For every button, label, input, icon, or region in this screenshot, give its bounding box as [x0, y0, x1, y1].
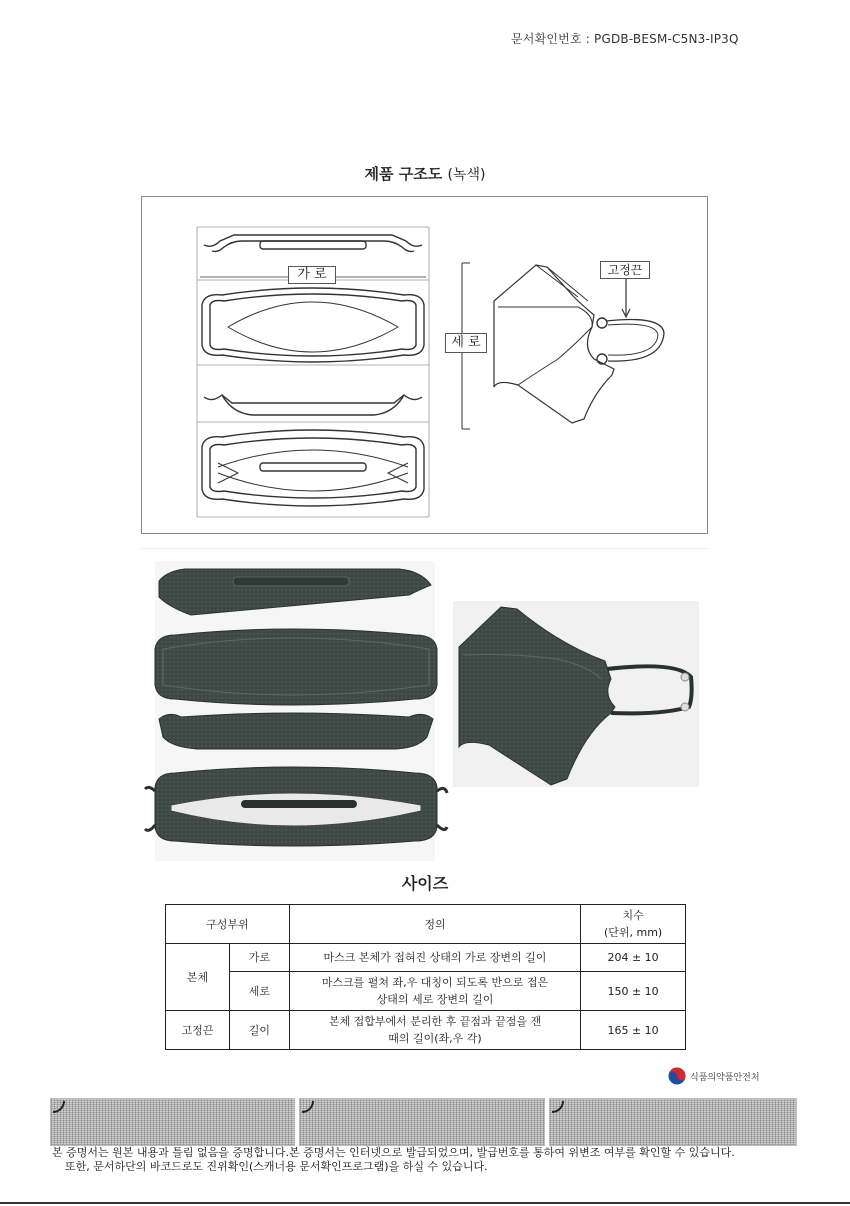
agency-logo	[668, 1067, 760, 1085]
footer-line-2: 또한, 문서하단의 바코드로도 진위확인(스캐너용 문서확인프로그램)을 하실 수 있습니다.	[65, 1160, 488, 1173]
definition-line: 상태의 세로 장변의 길이	[376, 993, 494, 1007]
agency-name: 식품의약품안전처	[690, 1072, 760, 1083]
row-value: 165 ± 10	[581, 1011, 686, 1050]
table-header-row	[166, 905, 686, 944]
header-size	[581, 905, 686, 944]
product-photos	[141, 548, 708, 860]
row-item: 길이	[229, 1011, 289, 1050]
photo-drawing	[141, 549, 708, 861]
table-row	[166, 944, 686, 972]
row-definition: 마스크 본체가 접혀진 상태의 가로 장변의 길이	[289, 944, 580, 972]
row-value: 204 ± 10	[581, 944, 686, 972]
table-row	[166, 1011, 686, 1050]
header-size-unit: (단위, mm)	[603, 926, 663, 940]
taegeuk-icon	[668, 1067, 686, 1085]
title-sub: (녹색)	[447, 167, 486, 183]
definition-line: 마스크를 펼쳐 좌,우 대칭이 되도록 반으로 접은	[321, 976, 549, 990]
verification-barcode-2	[299, 1098, 545, 1146]
header-size-label: 치수	[622, 909, 644, 922]
size-table	[165, 904, 686, 1050]
row-value: 150 ± 10	[581, 972, 686, 1011]
header-definition: 정의	[289, 905, 580, 944]
definition-line: 때의 길이(좌,우 각)	[388, 1032, 482, 1046]
row-group-strap: 고정끈	[166, 1011, 230, 1050]
verification-barcode-3	[549, 1098, 797, 1146]
bottom-divider	[0, 1202, 850, 1204]
footer-line-1: 본 증명서는 원본 내용과 틀림 없음을 증명합니다.본 증명서는 인터넷으로 발급되었으며, 발급번호를 통하여 위변조 여부를 확인할 수 있습니다.	[52, 1146, 735, 1159]
width-label: 가 로	[288, 266, 336, 284]
table-row	[166, 972, 686, 1011]
document-number: 문서확인번호 : PGDB-BESM-C5N3-IP3Q	[511, 32, 739, 46]
title-main: 제품 구조도	[364, 165, 443, 183]
header-part: 구성부위	[166, 905, 290, 944]
row-item: 세로	[229, 972, 289, 1011]
page-title	[0, 163, 850, 184]
row-item: 가로	[229, 944, 289, 972]
row-definition	[289, 1011, 580, 1050]
footer-note	[52, 1146, 735, 1174]
row-definition	[289, 972, 580, 1011]
size-section-title: 사이즈	[401, 874, 449, 893]
verification-barcode-1	[50, 1098, 295, 1146]
structure-diagram	[141, 196, 708, 534]
row-group-body: 본체	[166, 944, 230, 1011]
height-label: 세 로	[445, 333, 487, 353]
diagram-drawing	[142, 197, 709, 535]
definition-line: 본체 접합부에서 분리한 후 끝점과 끝점을 잰	[328, 1015, 542, 1029]
strap-label: 고정끈	[600, 261, 650, 279]
